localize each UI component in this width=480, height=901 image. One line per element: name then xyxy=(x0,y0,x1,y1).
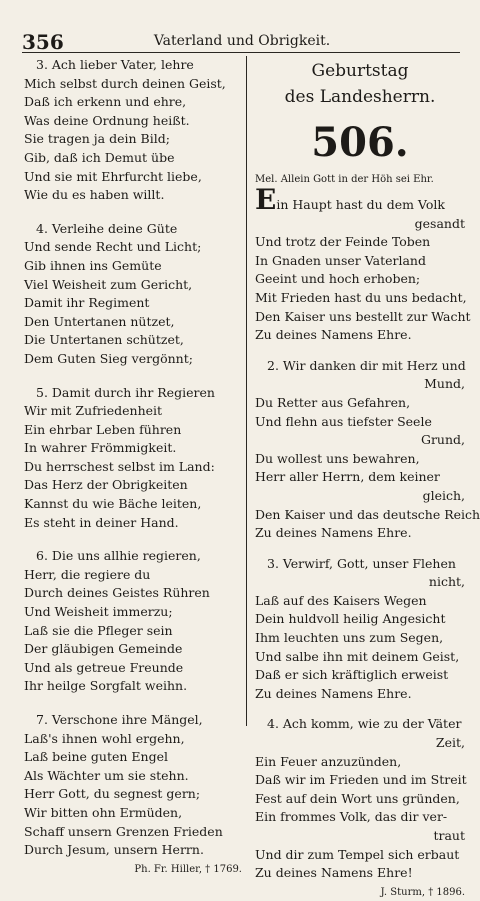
verse-line: Du Retter aus Gefahren, xyxy=(255,394,411,410)
verse-line: Du herrschest selbst im Land: xyxy=(24,458,215,474)
verse-line: Herr Gott, du segnest gern; xyxy=(24,786,201,802)
verse-line: Viel Weisheit zum Gericht, xyxy=(24,276,193,292)
verse-line: nicht, xyxy=(428,574,465,590)
verse-line: Und dir zum Tempel sich erbaut xyxy=(255,846,460,862)
verse-line: Daß er sich kräftiglich erweist xyxy=(255,667,449,683)
verse-line: Zu deines Namens Ehre. xyxy=(255,685,412,701)
verse-text: in Haupt hast du dem Volk xyxy=(276,197,445,212)
verse-line: Durch deines Geistes Rühren xyxy=(24,585,210,601)
verse-line: Mit Frieden hast du uns bedacht, xyxy=(255,289,467,305)
running-title: Vaterland und Obrigkeit. xyxy=(153,33,331,49)
verse-line: 4. Verleihe deine Güte xyxy=(36,220,178,236)
verse-line: Herr, die regiere du xyxy=(24,566,151,582)
verse-line: Was deine Ordnung heißt. xyxy=(24,112,190,128)
verse-line: Du wollest uns bewahren, xyxy=(255,450,420,466)
verse-line: gleich, xyxy=(422,487,465,503)
verse-line: 5. Damit durch ihr Regieren xyxy=(36,384,215,400)
verse-line: Herr aller Herrn, dem keiner xyxy=(255,469,440,485)
verse-line: 4. Ach komm, wie zu der Väter xyxy=(267,716,462,732)
verse-line: 2. Wir danken dir mit Herz und xyxy=(267,357,466,373)
author-credit: Ph. Fr. Hiller, † 1769. xyxy=(134,863,242,875)
verse-line: Zu deines Namens Ehre. xyxy=(255,327,412,343)
verse-line: 6. Die uns allhie regieren, xyxy=(36,548,201,564)
stanza-3-right xyxy=(255,555,465,704)
verse-line: Der gläubigen Gemeinde xyxy=(24,641,183,657)
verse-line: Laß auf des Kaisers Wegen xyxy=(255,592,427,608)
verse-line: Den Kaiser uns bestellt zur Wacht xyxy=(255,308,471,324)
column-divider xyxy=(246,56,247,726)
verse-line: Grund, xyxy=(420,432,465,448)
verse-line: Den Untertanen nützet, xyxy=(24,313,175,329)
verse-line: Zeit, xyxy=(435,735,465,751)
verse-line: Und Weisheit immerzu; xyxy=(24,604,173,620)
verse-line: In wahrer Frömmigkeit. xyxy=(24,440,177,456)
verse-line: Ihm leuchten uns zum Segen, xyxy=(255,630,444,646)
verse-line: Geeint und hoch erhoben; xyxy=(255,271,421,287)
header-rule xyxy=(22,52,460,53)
verse-line: 3. Ach lieber Vater, lehre xyxy=(36,57,194,72)
verse-line: Dein huldvoll heilig Angesicht xyxy=(255,611,446,627)
hymn-heading-line1: Geburtstag xyxy=(311,61,409,81)
melody-note: Mel. Allein Gott in der Höh sei Ehr. xyxy=(255,174,434,185)
verse-line: Mund, xyxy=(424,376,465,392)
verse-line: Und sie mit Ehrfurcht liebe, xyxy=(24,168,202,184)
stanza-5 xyxy=(24,384,242,533)
stanza-4 xyxy=(24,220,242,369)
page-header xyxy=(22,30,462,54)
verse-line: Zu deines Namens Ehre! xyxy=(255,865,413,881)
stanza-7 xyxy=(24,711,242,860)
verse-line: Daß wir im Frieden und im Streit xyxy=(255,772,467,788)
verse-line: Wir bitten ohn Ermüden, xyxy=(24,804,183,820)
stanza-2 xyxy=(255,357,480,543)
verse-line: Zu deines Namens Ehre. xyxy=(255,525,412,541)
verse-line: Laß's ihnen wohl ergehn, xyxy=(24,730,185,746)
verse-line: Wir mit Zufriedenheit xyxy=(24,403,163,419)
verse-line: Ein frommes Volk, das dir ver- xyxy=(255,809,448,825)
drop-cap: E xyxy=(255,183,277,216)
verse-line: Ein Feuer anzuzünden, xyxy=(255,753,402,769)
verse-line: Und sende Recht und Licht; xyxy=(24,239,202,255)
verse-line: Und als getreue Freunde xyxy=(24,659,184,675)
verse-line: Den Kaiser und das deutsche Reich xyxy=(255,506,480,522)
verse-line: Und salbe ihn mit deinem Geist, xyxy=(255,648,460,664)
verse-line: Durch Jesum, unsern Herrn. xyxy=(24,842,204,858)
verse-line: Die Untertanen schützet, xyxy=(24,332,184,348)
verse-line: Ein ehrbar Leben führen xyxy=(24,421,182,437)
verse-line: Kannst du wie Bäche leiten, xyxy=(24,496,202,512)
verse-line: Es steht in deiner Hand. xyxy=(24,514,179,530)
verse-line: Gib ihnen ins Gemüte xyxy=(24,257,162,273)
verse-line: Ihr heilge Sorgfalt weihn. xyxy=(24,678,188,694)
verse-line: 3. Verwirf, Gott, unser Flehen xyxy=(267,555,456,571)
stanza-3 xyxy=(24,56,242,205)
verse-line: Daß ich erkenn und ehre, xyxy=(24,94,187,110)
verse-line: Laß sie die Pfleger sein xyxy=(24,622,173,638)
verse-line: 7. Verschone ihre Mängel, xyxy=(36,712,203,727)
verse-line: Als Wächter um sie stehn. xyxy=(24,767,189,783)
verse-line: Damit ihr Regiment xyxy=(24,295,150,311)
verse-line: gesandt xyxy=(414,215,465,231)
page-number: 356 xyxy=(22,30,64,54)
author-credit: J. Sturm, † 1896. xyxy=(380,886,465,898)
hymn-heading-line2: des Landesherrn. xyxy=(284,87,436,107)
verse-line xyxy=(255,183,465,216)
verse-line: Wie du es haben willt. xyxy=(24,187,165,203)
verse-line: Das Herz der Obrigkeiten xyxy=(24,477,188,493)
verse-line: Schaff unsern Grenzen Frieden xyxy=(24,823,223,839)
stanza-6 xyxy=(24,547,242,696)
verse-line: Und trotz der Feinde Toben xyxy=(255,234,431,250)
verse-line: Sie tragen ja dein Bild; xyxy=(24,131,170,147)
verse-line: Fest auf dein Wort uns gründen, xyxy=(255,790,460,806)
verse-line: In Gnaden unser Vaterland xyxy=(255,252,426,268)
verse-line: Laß beine guten Engel xyxy=(24,749,168,765)
right-column xyxy=(255,56,480,901)
stanza-1 xyxy=(255,183,471,345)
verse-line: Und flehn aus tiefster Seele xyxy=(255,413,432,429)
verse-line: Mich selbst durch deinen Geist, xyxy=(24,75,226,91)
verse-line: Dem Guten Sieg vergönnt; xyxy=(24,350,193,366)
hymn-number: 506. xyxy=(311,119,409,166)
left-column xyxy=(24,56,242,878)
verse-line: traut xyxy=(433,828,465,843)
stanza-4-right xyxy=(255,715,465,882)
verse-line: Gib, daß ich Demut übe xyxy=(24,149,175,165)
